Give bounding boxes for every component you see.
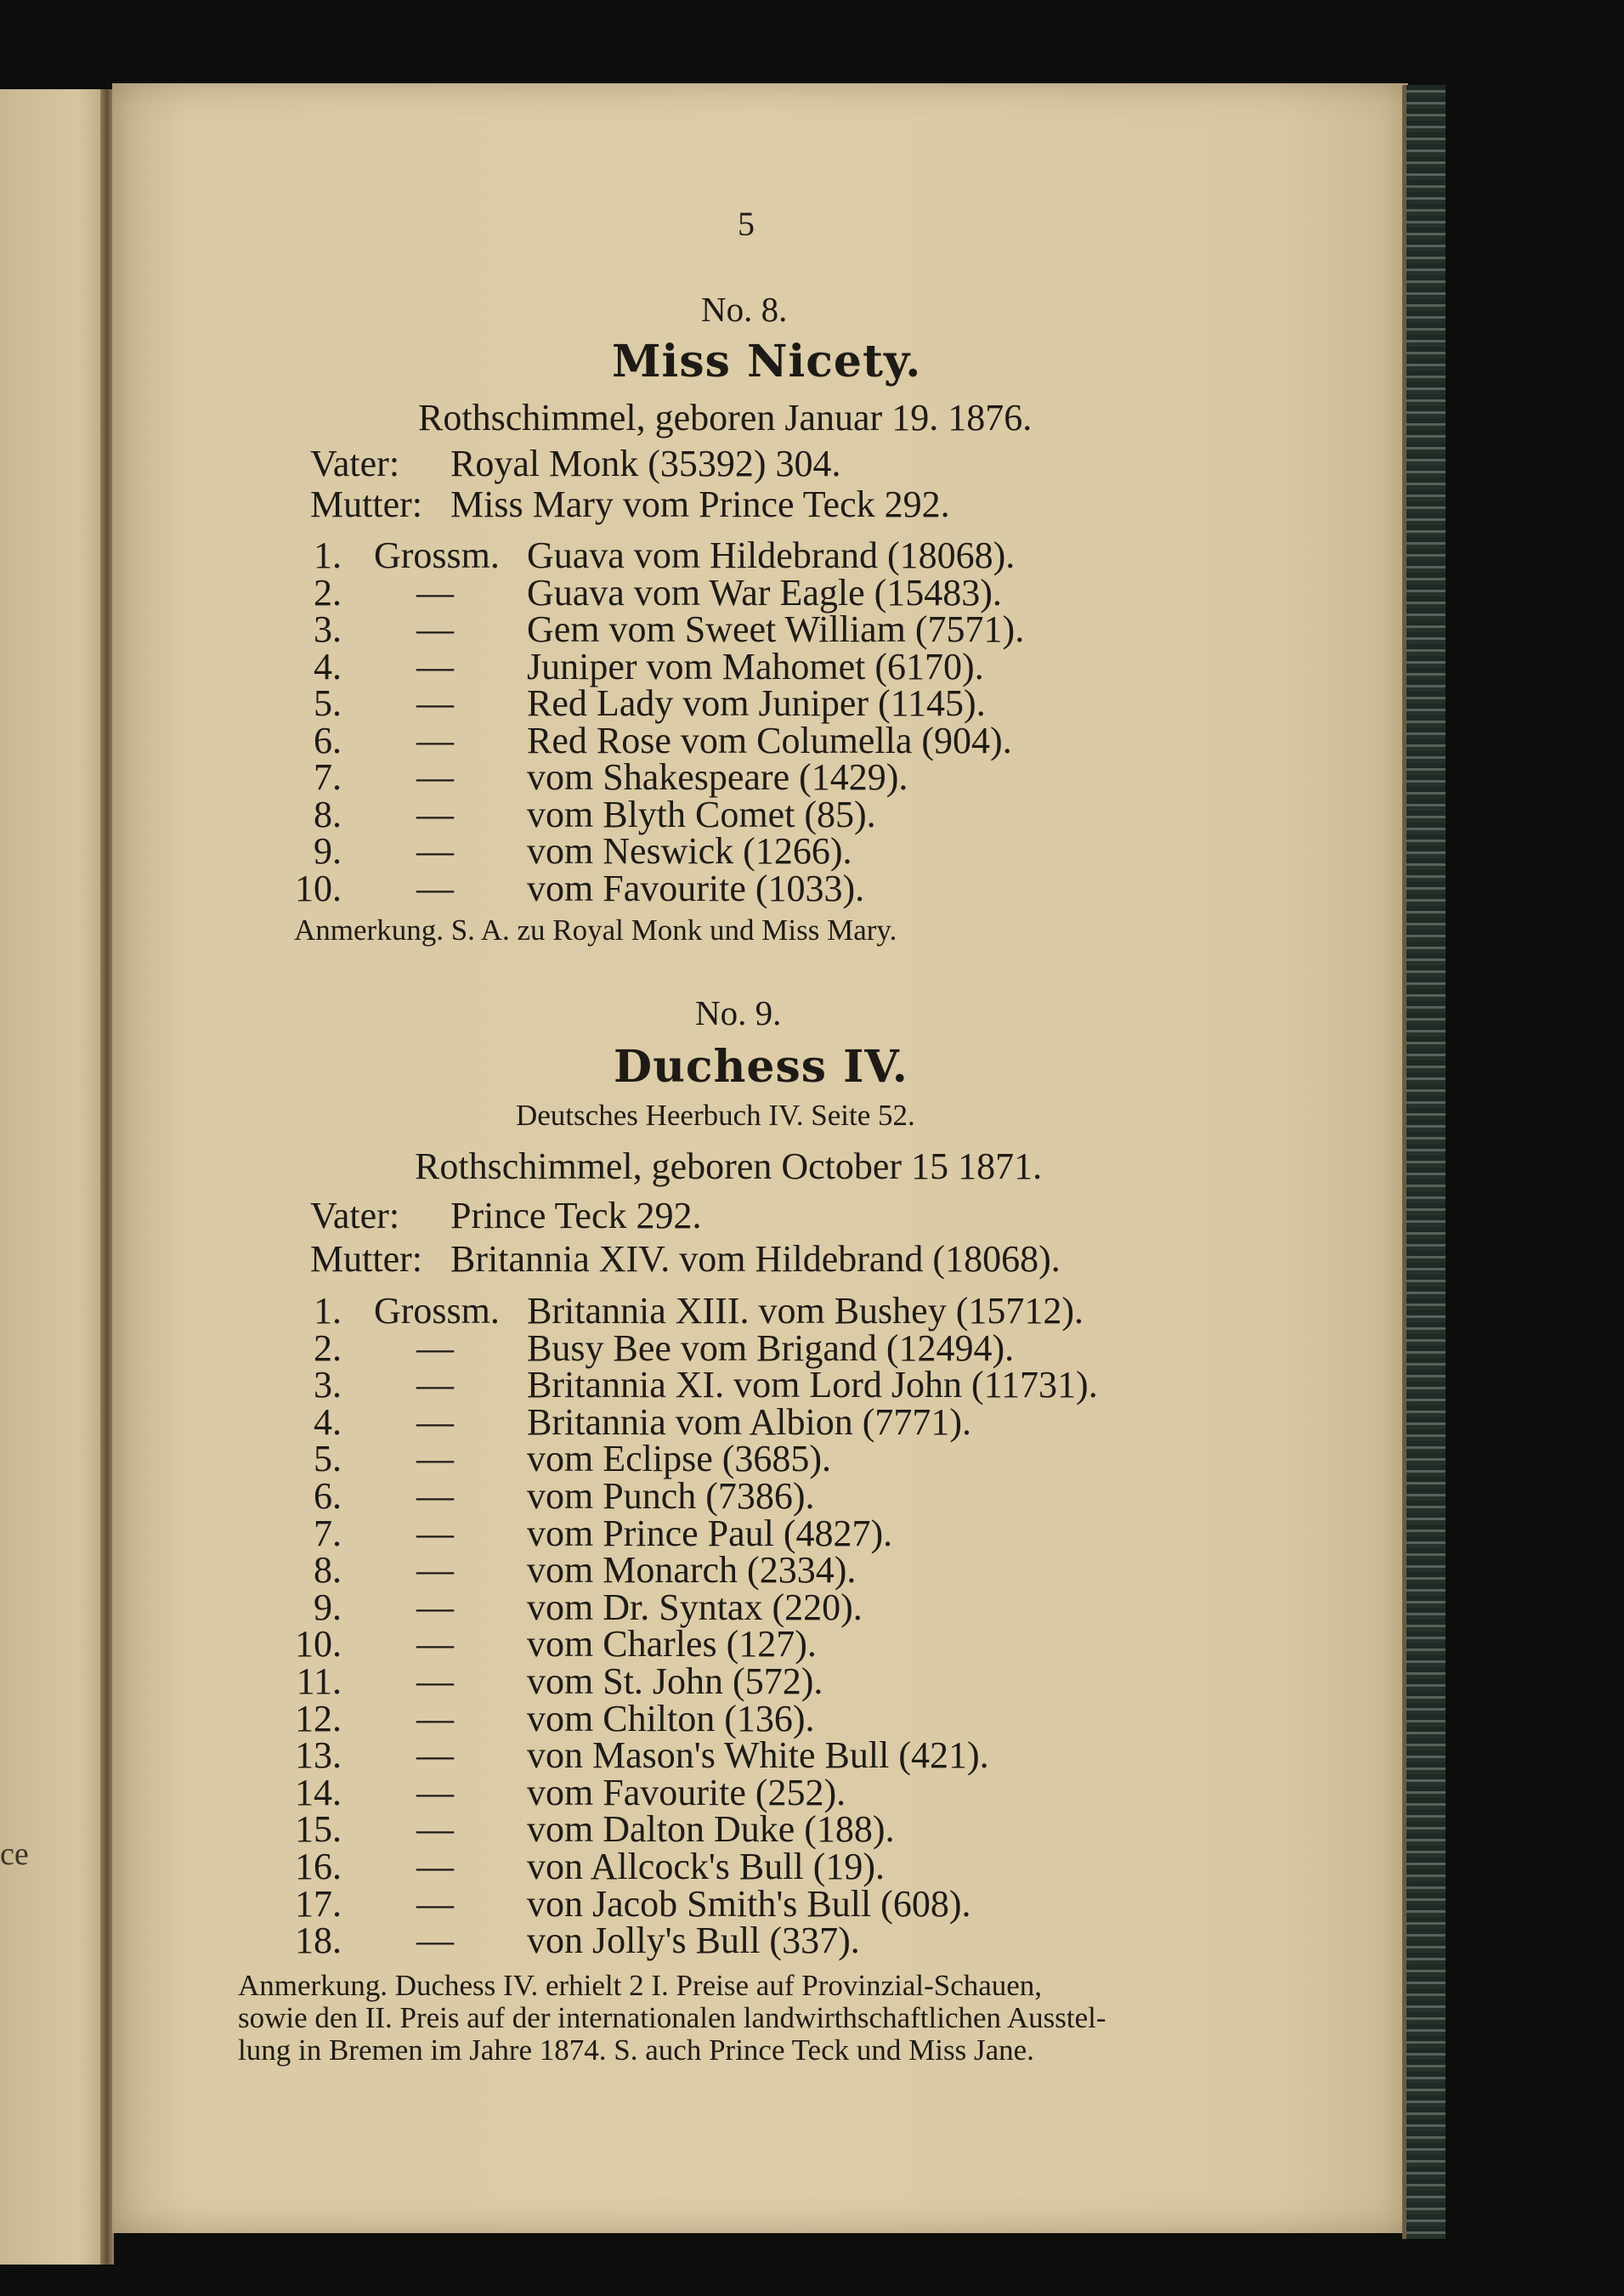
ancestor-number: 2. [314,571,342,614]
ancestor-name: Gem vom Sweet William (7571). [527,608,1025,650]
ancestor-name: vom Punch (7386). [527,1475,815,1517]
note [238,1970,1292,2067]
ancestor-number: 10. [295,1623,342,1665]
ancestor-number: 9. [314,1586,342,1628]
ancestor-number: 10. [295,867,342,909]
sire-value: Royal Monk (35392) 304. [450,443,841,484]
ancestor-number: 3. [314,1364,342,1406]
ancestor-name: Juniper vom Mahomet (6170). [527,645,984,687]
ancestor-name: Red Lady vom Juniper (1145). [527,682,986,724]
ditto-dash: — [416,1660,454,1702]
ditto-dash: — [416,756,454,798]
ancestor-number: 3. [314,608,342,650]
ditto-dash: — [416,608,454,650]
birth-line: Rothschimmel, geboren Januar 19. 1876. [418,397,1033,438]
ditto-dash: — [416,1438,454,1480]
ancestor-number: 7. [314,756,342,798]
ditto-dash: — [416,645,454,687]
ancestor-name: vom Dr. Syntax (220). [527,1586,863,1628]
ancestor-row [170,1512,1275,1554]
relation-label: Grossm. [374,1290,500,1332]
ditto-dash: — [416,1882,454,1925]
ditto-dash: — [416,1475,454,1517]
ditto-dash: — [416,1512,454,1554]
note-line: sowie den II. Preis auf der internationalen landwirthschaftlichen Ausstel- [238,2001,1106,2034]
ancestor-row [170,1363,1275,1406]
ancestor-name: vom Monarch (2334). [527,1549,857,1592]
relation-label: Grossm. [374,534,500,576]
ancestor-name: Guava vom Hildebrand (18068). [527,534,1016,576]
ancestor-name: Red Rose vom Columella (904). [527,719,1012,761]
ancestor-row [170,1660,1275,1702]
ancestor-name: Busy Bee vom Brigand (12494). [527,1326,1015,1369]
ancestor-name: vom Dalton Duke (188). [527,1808,895,1851]
ancestor-number: 2. [314,1326,342,1369]
ancestor-number: 12. [295,1697,342,1739]
book-spine [1406,85,1446,2239]
ancestor-row [170,1437,1275,1480]
ditto-dash: — [416,1771,454,1813]
dam-row [310,483,950,526]
ancestor-number: 1. [314,534,342,576]
ancestor-row [170,1882,1275,1925]
ancestor-number: 18. [295,1920,342,1962]
animal-name: Duchess IV. [614,1041,908,1093]
ditto-dash: — [416,1697,454,1739]
ditto-dash: — [416,1586,454,1628]
ditto-dash: — [416,1400,454,1443]
sire-row [310,442,841,485]
ancestor-row [170,1807,1275,1851]
ancestor-row [170,571,1275,614]
ancestor-number: 14. [295,1771,342,1813]
ancestor-name: von Allcock's Bull (19). [527,1846,886,1887]
note: Anmerkung. S. A. zu Royal Monk und Miss Mary. [294,913,897,947]
ditto-dash: — [416,1364,454,1406]
ditto-dash: — [416,571,454,614]
ancestor-row [170,1771,1275,1813]
ancestor-name: von Mason's White Bull (421). [527,1734,989,1777]
ancestor-name: vom Eclipse (3685). [527,1438,832,1480]
ancestor-name: vom St. John (572). [527,1660,823,1702]
ancestor-number: 8. [314,1549,342,1592]
ancestor-name: vom Neswick (1266). [527,830,852,872]
ancestor-name: vom Shakespeare (1429). [527,756,908,798]
ancestor-name: von Jacob Smith's Bull (608). [527,1882,971,1925]
ancestor-number: 7. [314,1512,342,1554]
ancestor-number: 4. [314,1400,342,1443]
ancestor-name: vom Prince Paul (4827). [527,1512,893,1554]
ditto-dash: — [416,1846,454,1887]
ancestor-row [170,608,1275,650]
ancestor-row [170,1622,1275,1665]
ancestor-name: Guava vom War Eagle (15483). [527,571,1002,614]
ancestor-number: 5. [314,682,342,724]
ancestor-row [170,867,1275,909]
ditto-dash: — [416,1623,454,1665]
ditto-dash: — [416,719,454,761]
ancestor-number: 16. [295,1846,342,1887]
ancestor-row [170,1548,1275,1592]
sire-row [310,1194,701,1237]
ditto-dash: — [416,1808,454,1851]
left-page-fragment: ce [0,1836,29,1872]
ancestor-name: von Jolly's Bull (337). [527,1920,860,1962]
sire-value: Prince Teck 292. [450,1195,702,1236]
page-number: 5 [738,205,755,243]
ancestor-name: Britannia XI. vom Lord John (11731). [527,1364,1098,1406]
ancestor-number: 15. [295,1808,342,1851]
note-line: Anmerkung. Duchess IV. erhielt 2 I. Preise auf Provinzial-Schauen, [238,1969,1043,2002]
ancestor-row [170,1586,1275,1628]
ditto-dash: — [416,793,454,835]
dam-value: Miss Mary vom Prince Teck 292. [450,484,950,525]
ditto-dash: — [416,1326,454,1369]
ancestor-number: 6. [314,1475,342,1517]
herdbook-reference: Deutsches Heerbuch IV. Seite 52. [516,1099,915,1132]
ancestor-number: 13. [295,1734,342,1777]
ancestor-row [170,681,1275,724]
dam-label: Mutter: [310,1238,422,1280]
sire-label: Vater: [310,443,400,484]
ancestor-name: vom Blyth Comet (85). [527,793,876,835]
entry-number: No. 9. [695,993,782,1032]
ancestor-number: 1. [314,1290,342,1332]
ancestor-row [170,1474,1275,1517]
ditto-dash: — [416,1920,454,1962]
ancestor-row [170,1845,1275,1887]
ancestor-row [170,829,1275,872]
ancestor-row [170,793,1275,835]
ancestor-name: vom Chilton (136). [527,1697,815,1739]
ancestor-number: 6. [314,719,342,761]
ancestor-row [170,1733,1275,1777]
dam-value: Britannia XIV. vom Hildebrand (18068). [450,1238,1061,1280]
ancestor-row [170,1919,1275,1962]
ancestor-number: 8. [314,793,342,835]
ditto-dash: — [416,830,454,872]
ancestor-number: 17. [295,1882,342,1925]
animal-name: Miss Nicety. [612,336,922,387]
ancestor-row [170,719,1275,761]
ancestor-name: Britannia XIII. vom Bushey (15712). [527,1290,1084,1332]
ancestor-row [170,1400,1275,1443]
ancestor-row [170,1697,1275,1739]
birth-line: Rothschimmel, geboren October 15 1871. [415,1145,1043,1187]
ditto-dash: — [416,1549,454,1592]
ancestor-row [170,755,1275,798]
ancestor-row [170,534,1275,576]
ancestor-row [170,1289,1275,1332]
dam-label: Mutter: [310,484,422,525]
ancestor-name: vom Favourite (1033). [527,867,865,909]
ancestor-name: vom Charles (127). [527,1623,817,1665]
ancestor-name: vom Favourite (252). [527,1771,846,1813]
ancestor-number: 4. [314,645,342,687]
note-line: lung in Bremen im Jahre 1874. S. auch Prince Teck und Miss Jane. [238,2033,1034,2067]
ancestor-row [170,1326,1275,1369]
ditto-dash: — [416,682,454,724]
ancestor-row [170,645,1275,687]
ancestor-number: 11. [296,1660,342,1702]
sire-label: Vater: [310,1195,400,1236]
dam-row [310,1237,1061,1281]
left-page-edge [0,89,110,2265]
ancestor-number: 9. [314,830,342,872]
ancestor-number: 5. [314,1438,342,1480]
ditto-dash: — [416,867,454,909]
entry-number: No. 8. [701,290,788,329]
ancestor-name: Britannia vom Albion (7771). [527,1400,972,1443]
ditto-dash: — [416,1734,454,1777]
